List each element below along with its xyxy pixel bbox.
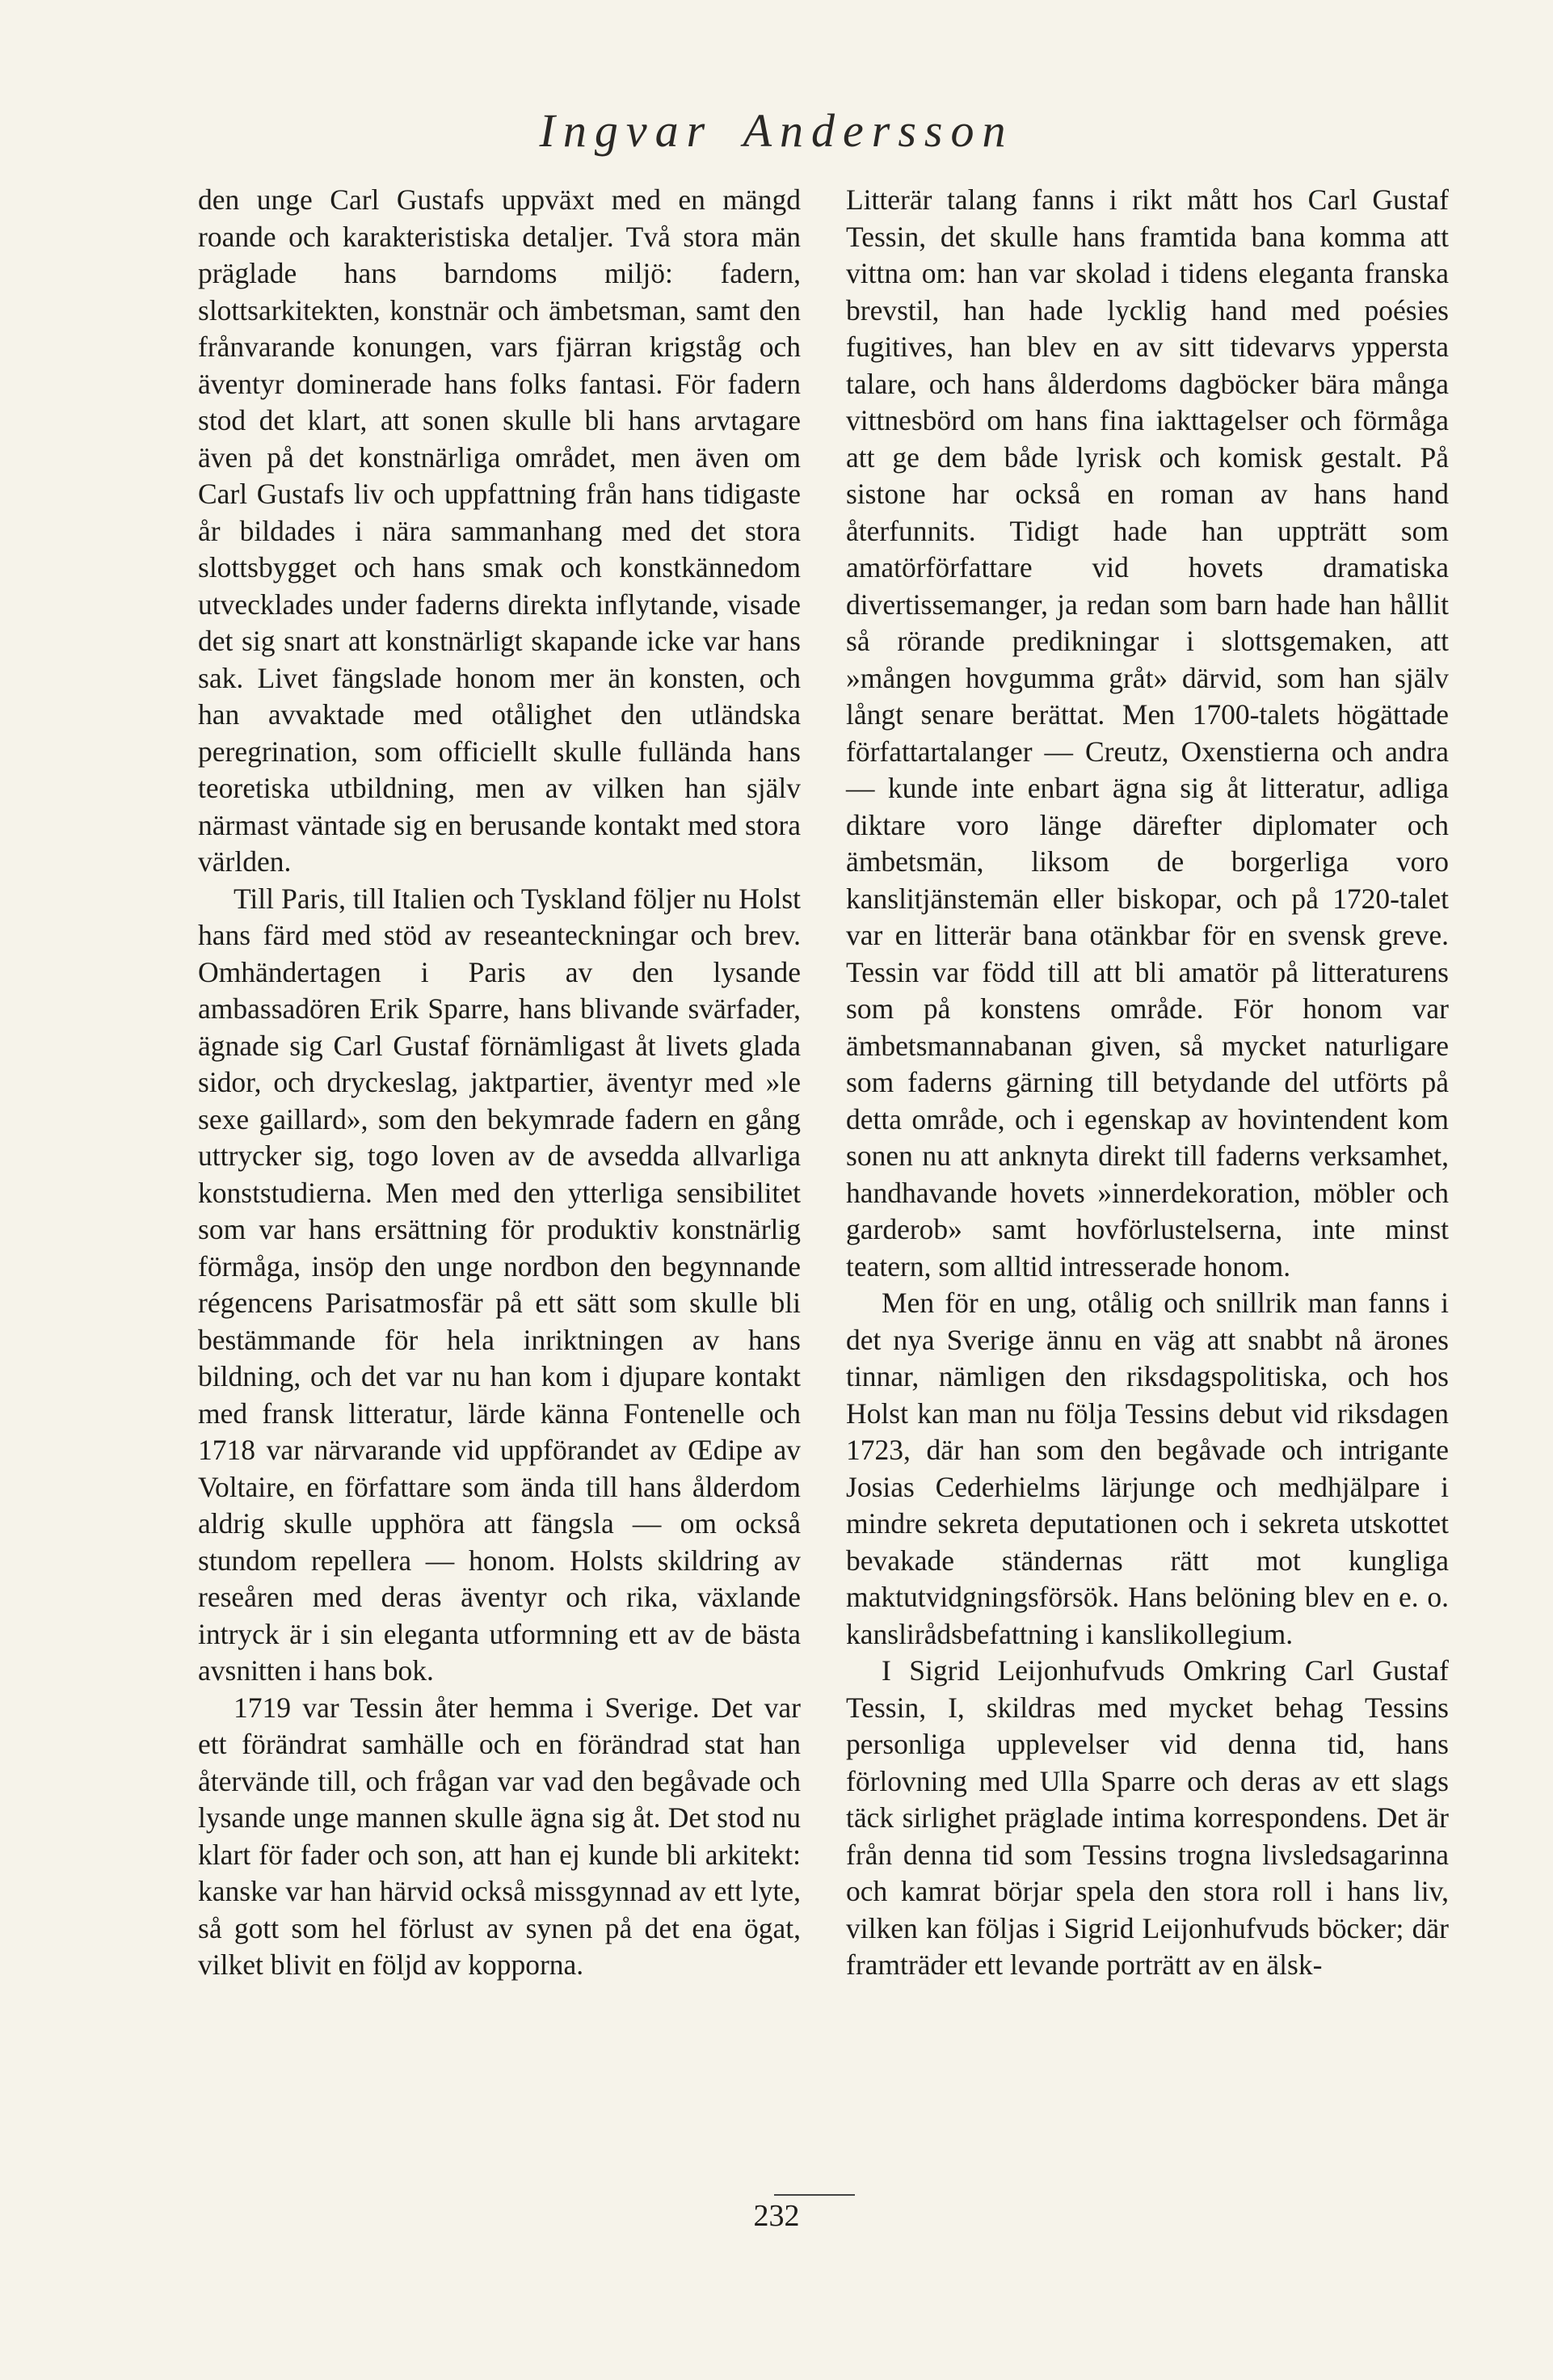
paragraph: Till Paris, till Italien och Tyskland följer nu Holst hans färd med stöd av reseanteckningar och brev. Omhändertagen i Paris av den lysande ambassadören Erik Sparre, hans blivande svärfader, ägnade sig Carl Gustaf förnämligast åt livets glada sidor, och dryckeslag, jaktpartier, äventyr med »le sexe gaillard», som den bekymrade fadern en gång uttrycker sig, togo loven av de avsedda allvarliga konststudierna. Men med den ytterliga sensibilitet som var hans ersättning för produktiv konstnärlig förmåga, insöp den unge nordbon den begynnande régencens Parisatmosfär på ett sätt som skulle bli bestämmande för hela inriktningen av hans bildning, och det var nu han kom i djupare kontakt med fransk litteratur, lärde känna Fontenelle och 1718 var närvarande vid uppförandet av Œdipe av Voltaire, en författare som ända till hans ålderdom aldrig skulle upphöra att fängsla — om också stundom repellera — honom. Holsts skildring av reseåren med deras äventyr och rika, växlande intryck är i sin eleganta utformning ett av de bästa avsnitten i hans bok. <box>198 882 801 1687</box>
running-header: Ingvar Andersson <box>539 104 1014 157</box>
right-column <box>846 182 1449 1984</box>
paragraph: Litterär talang fanns i rikt mått hos Carl Gustaf Tessin, det skulle hans framtida bana komma att vittna om: han var skolad i tidens eleganta franska brevstil, han hade lycklig hand med poésies fugitives, han blev en av sitt tidevarvs yppersta talare, och hans ålderdoms dagböcker bära många vittnesbörd om hans fina iakttagelser och förmåga att ge dem både lyrisk och komisk gestalt. På sistone har också en roman av hans hand återfunnits. Tidigt hade han uppträtt som amatörförfattare vid hovets dramatiska divertissemanger, ja redan som barn hade han hållit så rörande predikningar i slottsgemaken, att »mången hovgumma gråt» därvid, som han själv långt senare berättat. Men 1700-talets högättade författartalanger — Creutz, Oxenstierna och andra — kunde inte enbart ägna sig åt litteratur, adliga diktare voro länge därefter diplomater och ämbetsmän, liksom de borgerliga voro kanslitjänstemän eller biskopar, och på 1720-talet var en litterär bana otänkbar för en svensk greve. Tessin var född till att bli amatör på litteraturens som på konstens område. För honom var ämbetsmannabanan given, så mycket naturligare som faderns gärning till betydande del utförts på detta område, och i egenskap av hovintendent kom sonen nu att anknyta direkt till faderns verksamhet, handhavande hovets »innerdekoration, möbler och garderob» samt hovförlustelserna, inte minst teatern, som alltid intresserade honom. <box>846 183 1449 1283</box>
paragraph: 1719 var Tessin åter hemma i Sverige. Det var ett förändrat samhälle och en förändrad stat han återvände till, och frågan var vad den begåvade och lysande unge mannen skulle ägna sig åt. Det stod nu klart för fader och son, att han ej kunde bli arkitekt: kanske var han härvid också missgynnad av ett lyte, så gott som hel förlust av synen på det ena ögat, vilket blivit en följd av kopporna. <box>198 1691 801 1981</box>
page-number: 232 <box>753 2199 800 2233</box>
left-column <box>198 182 801 1984</box>
paragraph: Men för en ung, otålig och snillrik man fanns i det nya Sverige ännu en väg att snabbt nå ärones tinnar, nämligen den riksdagspolitiska, och hos Holst kan man nu följa Tessins debut vid riksdagen 1723, där han som den begåvade och intrigante Josias Cederhielms lärjunge och medhjälpare i mindre sekreta deputationen och i sekreta utskottet bevakade ständernas rätt mot kungliga maktutvidgningsförsök. Hans belöning blev en e. o. kanslirådsbefattning i kanslikollegium. <box>846 1287 1449 1650</box>
paragraph: I Sigrid Leijonhufvuds Omkring Carl Gustaf Tessin, I, skildras med mycket behag Tessins personliga upplevelser vid denna tid, hans förlovning med Ulla Sparre och deras av ett slags täck sirlighet präglade intima korrespondens. Det är från denna tid som Tessins trogna livsledsagarinna och kamrat börjar spela den stora roll i hans liv, vilken kan följas i Sigrid Leijonhufvuds böcker; där framträder ett levande porträtt av en älsk- <box>846 1654 1449 1981</box>
paragraph: den unge Carl Gustafs uppväxt med en mängd roande och karakteristiska detaljer. Två stora män präglade hans barndoms miljö: fadern, slottsarkitekten, konstnär och ämbetsman, samt den frånvarande konungen, vars fjärran krigståg och äventyr dominerade hans folks fantasi. För fadern stod det klart, att sonen skulle bli hans arvtagare även på det konstnärliga området, men även om Carl Gustafs liv och uppfattning från hans tidigaste år bildades i nära sammanhang med det stora slottsbygget och hans smak och konstkännedom utvecklades under faderns direkta inflytande, visade det sig snart att konstnärligt skapande icke var hans sak. Livet fängslade honom mer än konsten, och han avvaktade med otålighet den utländska peregrination, som officiellt skulle fullända hans teoretiska utbildning, men av vilken han själv närmast väntade sig en berusande kontakt med stora världen. <box>198 183 801 878</box>
footer-rule <box>774 2194 855 2196</box>
